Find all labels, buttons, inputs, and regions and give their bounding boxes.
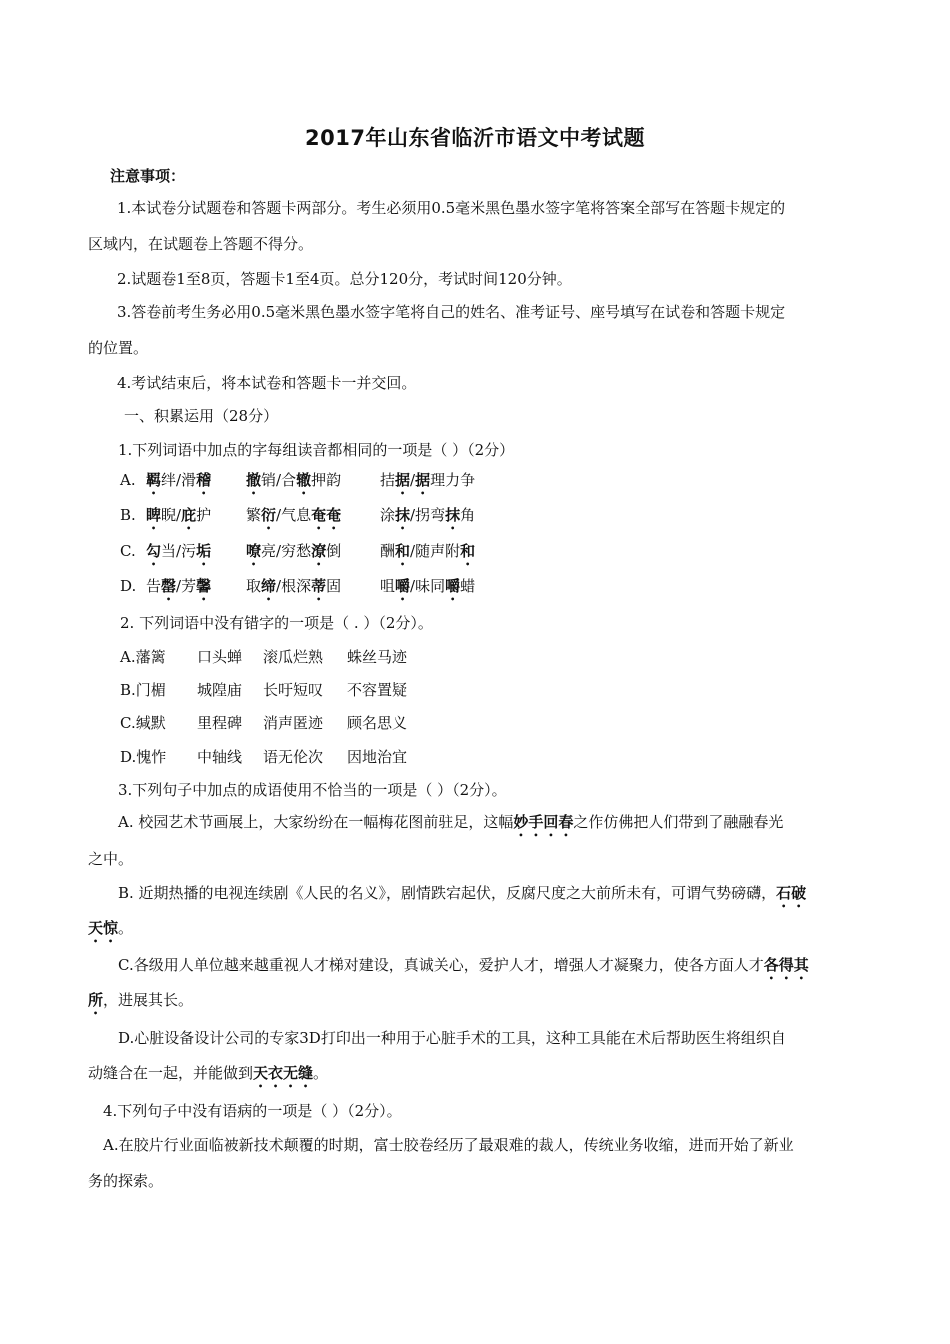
notice-1-line-2: 区域内，在试题卷上答题不得分。 (88, 235, 314, 253)
word: 不容置疑 (347, 681, 408, 699)
word-text: /味同 (410, 577, 446, 595)
word-text: 告 (146, 577, 162, 595)
word-text: 角 (460, 506, 476, 524)
word-text: /随声附 (410, 542, 461, 560)
dotted-char: 嘹 (246, 542, 262, 560)
notice-2: 2.试题卷1至8页，答题卡1至4页。总分120分，考试时间120分钟。 (117, 270, 572, 288)
q1-option-d (120, 576, 880, 600)
dotted-char: 罄 (161, 577, 177, 595)
sentence-text: 。 (118, 919, 134, 937)
word-text: 涂 (380, 506, 396, 524)
word: 顾名思义 (347, 714, 408, 732)
word: 口头蝉 (197, 648, 243, 666)
dotted-char: 垢 (196, 542, 212, 560)
word-text: /芳 (176, 577, 197, 595)
q1-stem: 1.下列词语中加点的字每组读音都相同的一项是（ ）（2分） (118, 441, 515, 459)
word: A.藩篱 (120, 648, 166, 666)
dotted-char: 据 (415, 471, 431, 489)
q3-stem: 3.下列句子中加点的成语使用不恰当的一项是（ ）（2分）。 (118, 781, 507, 799)
word-text: 蜡 (460, 577, 476, 595)
word-text: 拮 (380, 471, 396, 489)
notice-1-line-1: 1.本试卷分试题卷和答题卡两部分。考生必须用0.5毫米黑色墨水签字笔将答案全部写在答题卡规定的 (117, 199, 786, 217)
sentence-text: ，进展其长。 (103, 991, 194, 1009)
notice-4: 4.考试结束后，将本试卷和答题卡一并交回。 (117, 374, 417, 392)
word-text: 护 (196, 506, 212, 524)
dotted-idiom: 各得其 (763, 956, 809, 974)
sentence-text: 。 (313, 1064, 329, 1082)
notice-heading: 注意事项： (110, 167, 186, 185)
q3-option-c-line-1 (118, 955, 809, 983)
notice-3-line-2: 的位置。 (88, 339, 149, 357)
dotted-char: 抹 (395, 506, 411, 524)
word-text: / (410, 471, 416, 489)
exam-title: 2017年山东省临沂市语文中考试题 (305, 126, 645, 150)
dotted-char: 蒂 (311, 577, 327, 595)
dotted-char: 抹 (445, 506, 461, 524)
word-text: 当/污 (161, 542, 197, 560)
q3-option-b-line-2 (88, 918, 133, 946)
q1-option-a (120, 470, 880, 494)
dotted-idiom: 妙手回春 (513, 813, 574, 831)
q3-option-a-line-2: 之中。 (88, 850, 134, 868)
word: 滚瓜烂熟 (263, 648, 324, 666)
word: 中轴线 (197, 748, 243, 766)
q4-option-a-line-1: A.在胶片行业面临被新技术颠覆的时期，富士胶卷经历了最艰难的裁人，传统业务收缩，进而开始了新业 (103, 1136, 794, 1154)
option-label: B. (120, 506, 136, 524)
word: B.门楣 (120, 681, 166, 699)
word-text: 睨/ (161, 506, 182, 524)
q3-option-c-line-2 (88, 990, 193, 1018)
q2-option-d (120, 747, 520, 769)
q4-stem: 4.下列句子中没有语病的一项是（ ）（2分）。 (103, 1102, 402, 1120)
q1-option-b (120, 505, 880, 529)
dotted-char: 嚼 (395, 577, 411, 595)
sentence-text: 之作仿佛把人们带到了融融春光 (573, 813, 784, 831)
dotted-char: 奄奄 (311, 506, 342, 524)
dotted-char: 辙 (296, 471, 312, 489)
notice-3-line-1: 3.答卷前考生务必用0.5毫米黑色墨水签字笔将自己的姓名、准考证号、座号填写在试卷和答题卡规定 (117, 303, 786, 321)
word-text: 押韵 (311, 471, 342, 489)
word-text: 咀 (380, 577, 396, 595)
word: D.愧怍 (120, 748, 167, 766)
dotted-char: 馨 (196, 577, 212, 595)
word: C.缄默 (120, 714, 166, 732)
option-label: A. (120, 471, 136, 489)
word-text: 固 (326, 577, 342, 595)
dotted-idiom: 天惊 (88, 919, 119, 937)
word-text: /拐弯 (410, 506, 446, 524)
q2-option-b (120, 680, 520, 702)
dotted-idiom: 天衣无缝 (253, 1064, 314, 1082)
dotted-char: 据 (395, 471, 411, 489)
dotted-char: 和 (460, 542, 476, 560)
q3-option-d-line-2 (88, 1063, 328, 1091)
q3-option-d-line-1: D.心脏设备设计公司的专家3D打印出一种用于心脏手术的工具，这种工具能在术后帮助医生将组织自 (118, 1029, 786, 1047)
dotted-char: 衍 (261, 506, 277, 524)
word: 长吁短叹 (263, 681, 324, 699)
dotted-char: 羁 (146, 471, 162, 489)
word: 里程碑 (197, 714, 243, 732)
q2-stem: 2. 下列词语中没有错字的一项是（ . ）（2分）。 (120, 614, 433, 632)
word-text: 销/合 (261, 471, 297, 489)
word-text: 繁 (246, 506, 262, 524)
word: 语无伦次 (263, 748, 324, 766)
sentence-text: B. 近期热播的电视连续剧《人民的名义》，剧情跌宕起伏，反腐尺度之大前所未有，可谓气势磅礴， (118, 884, 777, 902)
word-text: 倒 (326, 542, 342, 560)
option-label: D. (120, 577, 137, 595)
dotted-char: 潦 (311, 542, 327, 560)
option-label: C. (120, 542, 136, 560)
dotted-char: 睥 (146, 506, 162, 524)
q2-option-c (120, 713, 520, 735)
dotted-idiom: 石破 (776, 884, 807, 902)
dotted-char: 庇 (181, 506, 197, 524)
q4-option-a-line-2: 务的探索。 (88, 1172, 164, 1190)
sentence-text: A. 校园艺术节画展上，大家纷纷在一幅梅花图前驻足，这幅 (118, 813, 514, 831)
word: 城隍庙 (197, 681, 243, 699)
q2-option-a (120, 647, 520, 669)
dotted-char: 勾 (146, 542, 162, 560)
word-text: /根深 (276, 577, 312, 595)
word-text: 亮/穷愁 (261, 542, 312, 560)
sentence-text: 动缝合在一起，并能做到 (88, 1064, 254, 1082)
dotted-char: 缔 (261, 577, 277, 595)
word: 因地治宜 (347, 748, 408, 766)
q3-option-a-line-1 (118, 812, 783, 840)
word-text: 酬 (380, 542, 396, 560)
word-text: 理力争 (430, 471, 476, 489)
sentence-text: C.各级用人单位越来越重视人才梯对建设，真诚关心，爱护人才，增强人才凝聚力，使各方面人才 (118, 956, 764, 974)
word: 消声匿迹 (263, 714, 324, 732)
word: 蛛丝马迹 (347, 648, 408, 666)
dotted-char: 和 (395, 542, 411, 560)
word-text: 取 (246, 577, 262, 595)
word-text: /气息 (276, 506, 312, 524)
q3-option-b-line-1 (118, 883, 806, 911)
section-1-heading: 一、积累运用（28分） (124, 407, 279, 425)
q1-option-c (120, 541, 880, 565)
dotted-char: 撤 (246, 471, 262, 489)
word-text: 绊/滑 (161, 471, 197, 489)
dotted-char: 稽 (196, 471, 212, 489)
dotted-idiom: 所 (88, 991, 104, 1009)
dotted-char: 嚼 (445, 577, 461, 595)
